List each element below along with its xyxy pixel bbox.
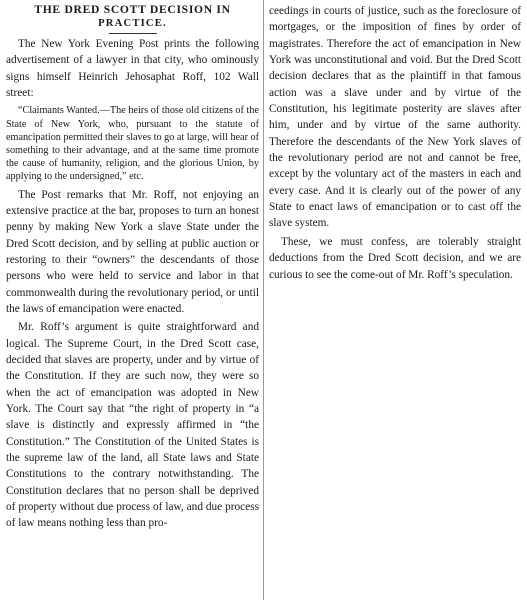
headline-line-2: PRACTICE. xyxy=(6,17,259,34)
headline-line-1: THE DRED SCOTT DECISION IN xyxy=(34,3,231,16)
headline xyxy=(6,3,259,34)
paragraph-4-continued: ceedings in courts of justice, such as the foreclosure of mortgages, or the imposition of fines by order of magistrates. Therefore the act of emancipation in New York was unconstitutional and void. But the Dred Scott decision declares that as the plaintiff in that famous action was a slave under and by virtue of the Constitution, his legitimate posterity are slaves after him, under and by virtue of the same authority. Therefore the descendants of the New York slaves of the revolutionary period are not and cannot be free, except by the voluntary act of the masters in each and every case. And it is clearly out of the power of any State to enact laws of emancipation or to cast off the slave system. xyxy=(269,5,521,230)
paragraph-1: The New York Evening Post prints the following advertisement of a lawyer in that city, who ominously signs himself Heinrich Jehosaphat Roff, 102 Wall street: xyxy=(6,38,259,100)
paragraph-3: The Post remarks that Mr. Roff, not enjoying an extensive practice at the bar, proposes to turn an honest penny by making New York a slave State under the Dred Scott decision, and by selling at public auction or restoring to their “owners” the descendants of those persons who were held to service and labor in that commonwealth during the revolutionary period, or until the laws of emancipation were enacted. xyxy=(6,188,259,315)
paragraph-5: These, we must confess, are tolerably straight deductions from the Dred Scott decision, and we are curious to see the come-out of Mr. Roff’s speculation. xyxy=(269,235,521,281)
right-column xyxy=(269,3,521,283)
left-column xyxy=(6,3,259,532)
advertisement-quote: “Claimants Wanted.—The heirs of those old citizens of the State of New York, who, pursuant to the statute of emancipation permitted their slaves to go at large, will hear of something to their advantage, and at the same time promote the cause of humanity, religion, and the glorious Union, by applying to the undersigned,” etc. xyxy=(6,105,260,183)
paragraph-4: Mr. Roff’s argument is quite straightforward and logical. The Supreme Court, in the Dred Scott case, decided that slaves are property, under and by virtue of the Constitution. If they are such now, they were so when the act of emancipation was adopted in New York. The Court say that “the right of property in “a slave is distinctly and expressly affirmed in “the Constitution.” The Constitution of the United States is the supreme law of the land, all State laws and State Constitutions to the contrary notwithstanding. The Constitution declares that no person shall be deprived of property without due process of law, and due process of law means nothing less than pro- xyxy=(6,321,259,530)
column-divider xyxy=(263,0,264,600)
